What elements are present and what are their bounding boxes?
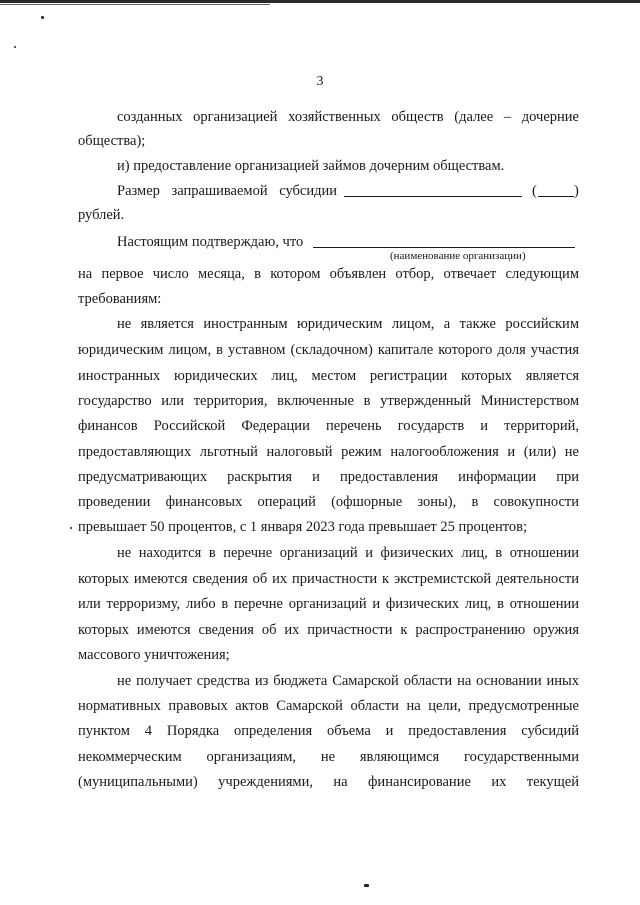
text-line: ) [574, 183, 579, 199]
text-line: массового уничтожения; [78, 647, 230, 663]
text-line: предусматривающих раскрытия и предоставления информации при [78, 469, 579, 485]
text-line: которых имеются сведения об их причастности к распространению оружия [78, 622, 579, 638]
text-line: проведении финансовых операций (офшорные зоны), в совокупности [78, 494, 579, 510]
text-line: Настоящим подтверждаю, что [117, 234, 304, 250]
text-line: созданных организацией хозяйственных обществ (далее – дочерние [117, 109, 579, 125]
text-line: юридическим лицом, в уставном (складочном) капитале которого доля участия [78, 342, 579, 358]
text-line: иностранных юридических лиц, местом регистрации которых является [78, 368, 579, 384]
text-line: государство или территория, включенные в утвержденный Министерством [78, 393, 579, 409]
subsidy-words-blank [538, 183, 574, 197]
text-line: на первое число месяца, в котором объявлен отбор, отвечает следующим [78, 266, 579, 282]
text-line: общества); [78, 133, 146, 149]
text-line: которых имеются сведения об их причастности к экстремистской деятельности [78, 571, 579, 587]
scan-speck [364, 884, 369, 887]
scan-speck [14, 46, 16, 48]
text-line: ( [532, 183, 537, 199]
text-line: не получает средства из бюджета Самарской области на основании иных [117, 673, 579, 689]
text-line: не находится в перечне организаций и физических лиц, в отношении [117, 545, 579, 561]
text-line: пунктом 4 Порядка определения объема и предоставления субсидий [78, 723, 579, 739]
scan-edge-line-secondary [0, 4, 270, 5]
page-number: 3 [316, 74, 324, 89]
text-line: не является иностранным юридическим лицом, а также российским [117, 316, 579, 332]
text-line: (муниципальными) учреждениями, на финансирование их текущей [78, 774, 579, 790]
text-line: некоммерческим организациям, не являющимся государственными [78, 749, 579, 765]
subsidy-amount-blank [344, 183, 522, 197]
text-line: Размер запрашиваемой субсидии [117, 183, 337, 199]
text-line: или терроризму, либо в перечне организаций и физических лиц, в отношении [78, 596, 579, 612]
field-caption: (наименование организации) [390, 250, 526, 262]
text-line: финансов Российской Федерации перечень государств и территорий, [78, 418, 579, 434]
text-line: нормативных правовых актов Самарской области на цели, предусмотренные [78, 698, 579, 714]
scan-speck [41, 16, 44, 19]
text-line: и) предоставление организацией займов дочерним обществам. [117, 158, 505, 174]
text-line: превышает 50 процентов, с 1 января 2023 года превышает 25 процентов; [78, 519, 527, 535]
organization-name-blank [313, 234, 575, 248]
text-line: требованиям: [78, 291, 162, 307]
scan-edge-line [0, 0, 640, 3]
text-line: предоставляющих льготный налоговый режим налогообложения и (или) не [78, 444, 579, 460]
text-line: рублей. [78, 207, 125, 223]
scan-speck [70, 527, 72, 529]
